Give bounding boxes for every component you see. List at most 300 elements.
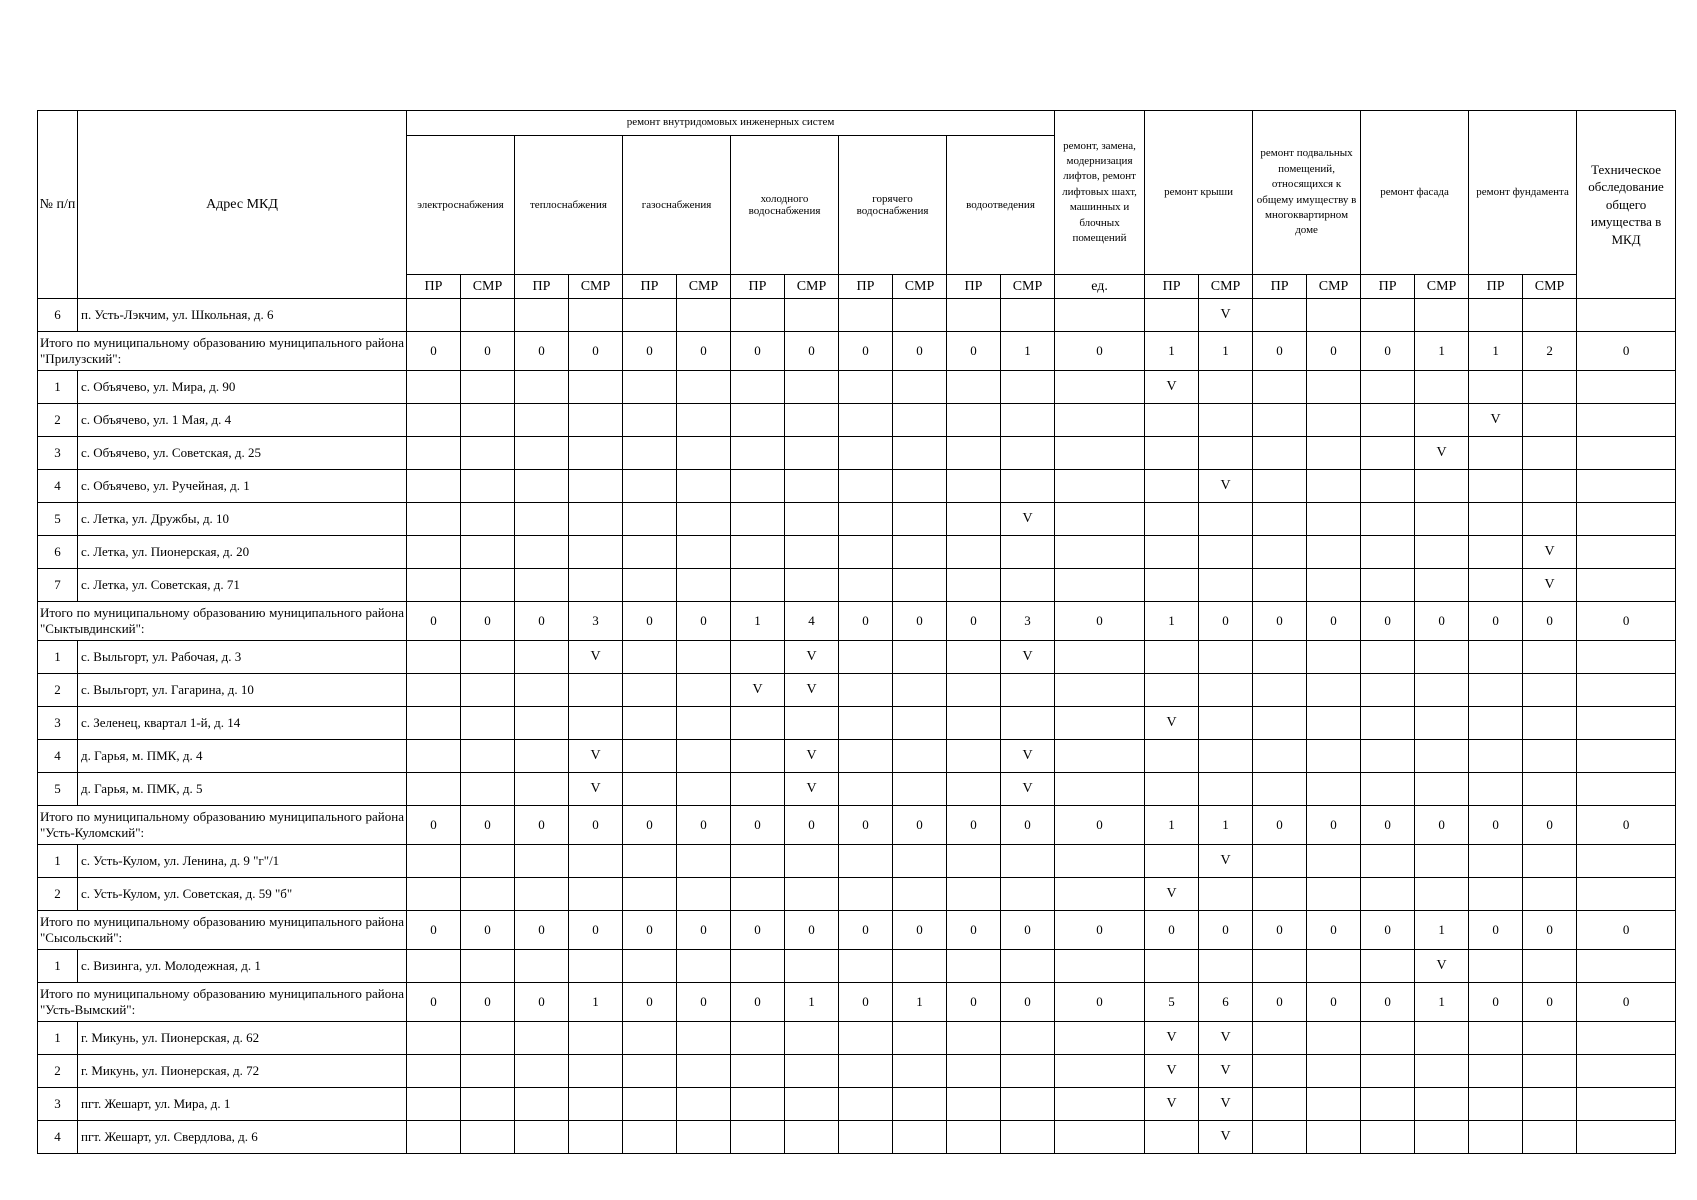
empty-cell — [461, 503, 515, 536]
empty-cell — [569, 878, 623, 911]
empty-cell — [1577, 1088, 1676, 1121]
empty-cell — [515, 1022, 569, 1055]
empty-cell — [893, 1088, 947, 1121]
empty-cell — [569, 1088, 623, 1121]
total-value: 0 — [461, 911, 515, 950]
empty-cell — [1361, 536, 1415, 569]
total-value: 4 — [785, 602, 839, 641]
empty-cell — [731, 1121, 785, 1154]
empty-cell — [1361, 845, 1415, 878]
table-body — [38, 299, 1676, 1154]
table-row — [38, 641, 1676, 674]
header-sub-pr: ПР — [947, 275, 1001, 299]
check-mark: V — [1199, 299, 1253, 332]
empty-cell — [1145, 503, 1199, 536]
empty-cell — [1415, 569, 1469, 602]
total-value: 0 — [1001, 911, 1055, 950]
empty-cell — [461, 878, 515, 911]
empty-cell — [1361, 1088, 1415, 1121]
empty-cell — [1577, 740, 1676, 773]
empty-cell — [1469, 503, 1523, 536]
empty-cell — [623, 437, 677, 470]
empty-cell — [785, 1055, 839, 1088]
empty-cell — [1001, 371, 1055, 404]
empty-cell — [1469, 470, 1523, 503]
empty-cell — [461, 773, 515, 806]
total-value: 0 — [623, 332, 677, 371]
empty-cell — [1253, 1055, 1307, 1088]
empty-cell — [839, 641, 893, 674]
empty-cell — [1055, 707, 1145, 740]
empty-cell — [461, 1121, 515, 1154]
empty-cell — [407, 371, 461, 404]
empty-cell — [839, 503, 893, 536]
empty-cell — [1001, 1121, 1055, 1154]
empty-cell — [1145, 641, 1199, 674]
total-value: 0 — [731, 332, 785, 371]
address-cell: с. Объячево, ул. Ручейная, д. 1 — [78, 470, 407, 503]
check-mark: V — [1199, 845, 1253, 878]
empty-cell — [731, 503, 785, 536]
empty-cell — [461, 707, 515, 740]
empty-cell — [407, 740, 461, 773]
header-roof: ремонт крыши — [1145, 111, 1253, 275]
empty-cell — [1253, 845, 1307, 878]
empty-cell — [1523, 878, 1577, 911]
row-number: 4 — [38, 1121, 78, 1154]
empty-cell — [1415, 470, 1469, 503]
empty-cell — [839, 1121, 893, 1154]
empty-cell — [461, 569, 515, 602]
empty-cell — [1469, 299, 1523, 332]
empty-cell — [839, 950, 893, 983]
empty-cell — [407, 299, 461, 332]
empty-cell — [785, 1022, 839, 1055]
empty-cell — [1307, 371, 1361, 404]
empty-cell — [1415, 1022, 1469, 1055]
table-row — [38, 740, 1676, 773]
header-system: водоотведения — [947, 136, 1055, 275]
empty-cell — [461, 536, 515, 569]
empty-cell — [461, 674, 515, 707]
address-cell: пгт. Жешарт, ул. Мира, д. 1 — [78, 1088, 407, 1121]
total-value: 0 — [839, 983, 893, 1022]
empty-cell — [623, 503, 677, 536]
empty-cell — [515, 569, 569, 602]
check-mark: V — [1415, 437, 1469, 470]
table-row — [38, 1088, 1676, 1121]
table-row — [38, 878, 1676, 911]
empty-cell — [1523, 1088, 1577, 1121]
empty-cell — [839, 569, 893, 602]
empty-cell — [893, 299, 947, 332]
total-value: 1 — [1145, 806, 1199, 845]
empty-cell — [1523, 641, 1577, 674]
empty-cell — [893, 878, 947, 911]
empty-cell — [839, 1022, 893, 1055]
empty-cell — [1577, 536, 1676, 569]
empty-cell — [461, 371, 515, 404]
total-value: 0 — [407, 332, 461, 371]
total-value: 1 — [1199, 806, 1253, 845]
empty-cell — [1307, 1088, 1361, 1121]
empty-cell — [515, 437, 569, 470]
empty-cell — [1523, 503, 1577, 536]
empty-cell — [515, 674, 569, 707]
empty-cell — [785, 371, 839, 404]
header-system: холодного водоснабжения — [731, 136, 839, 275]
total-value: 0 — [407, 602, 461, 641]
empty-cell — [1001, 707, 1055, 740]
total-value: 0 — [1361, 806, 1415, 845]
empty-cell — [1577, 569, 1676, 602]
empty-cell — [677, 641, 731, 674]
row-number: 3 — [38, 437, 78, 470]
address-cell: пгт. Жешарт, ул. Свердлова, д. 6 — [78, 1121, 407, 1154]
empty-cell — [461, 299, 515, 332]
total-value: 1 — [1145, 332, 1199, 371]
empty-cell — [1415, 878, 1469, 911]
total-value: 0 — [1577, 332, 1676, 371]
empty-cell — [1199, 773, 1253, 806]
empty-cell — [461, 1022, 515, 1055]
empty-cell — [893, 371, 947, 404]
empty-cell — [1145, 470, 1199, 503]
empty-cell — [1199, 536, 1253, 569]
total-value: 0 — [731, 806, 785, 845]
empty-cell — [839, 740, 893, 773]
empty-cell — [461, 740, 515, 773]
empty-cell — [623, 1121, 677, 1154]
empty-cell — [947, 1055, 1001, 1088]
empty-cell — [569, 404, 623, 437]
empty-cell — [1199, 569, 1253, 602]
check-mark: V — [785, 641, 839, 674]
empty-cell — [407, 470, 461, 503]
check-mark: V — [1001, 641, 1055, 674]
total-value: 0 — [461, 983, 515, 1022]
total-value: 0 — [1253, 602, 1307, 641]
empty-cell — [1307, 470, 1361, 503]
address-cell: г. Микунь, ул. Пионерская, д. 72 — [78, 1055, 407, 1088]
total-value: 0 — [515, 332, 569, 371]
empty-cell — [1307, 503, 1361, 536]
empty-cell — [1469, 1121, 1523, 1154]
header-sub-smr: СМР — [461, 275, 515, 299]
empty-cell — [785, 1121, 839, 1154]
empty-cell — [515, 740, 569, 773]
header-sub-pr: ПР — [407, 275, 461, 299]
empty-cell — [515, 878, 569, 911]
row-number: 1 — [38, 641, 78, 674]
empty-cell — [893, 773, 947, 806]
empty-cell — [623, 740, 677, 773]
empty-cell — [1199, 878, 1253, 911]
empty-cell — [1307, 773, 1361, 806]
empty-cell — [1199, 674, 1253, 707]
row-number: 2 — [38, 1055, 78, 1088]
empty-cell — [1415, 404, 1469, 437]
empty-cell — [1253, 674, 1307, 707]
empty-cell — [893, 950, 947, 983]
empty-cell — [1415, 674, 1469, 707]
empty-cell — [1055, 878, 1145, 911]
total-value: 0 — [947, 911, 1001, 950]
table-row — [38, 470, 1676, 503]
empty-cell — [1523, 950, 1577, 983]
empty-cell — [1307, 740, 1361, 773]
row-number: 1 — [38, 845, 78, 878]
header-system: электроснабжения — [407, 136, 515, 275]
row-number: 1 — [38, 371, 78, 404]
empty-cell — [1253, 1121, 1307, 1154]
header-address: Адрес МКД — [78, 111, 407, 299]
empty-cell — [1055, 404, 1145, 437]
total-value: 1 — [1199, 332, 1253, 371]
empty-cell — [1307, 1121, 1361, 1154]
empty-cell — [515, 536, 569, 569]
check-mark: V — [569, 740, 623, 773]
empty-cell — [461, 845, 515, 878]
check-mark: V — [1199, 470, 1253, 503]
row-number: 2 — [38, 878, 78, 911]
address-cell: с. Летка, ул. Пионерская, д. 20 — [78, 536, 407, 569]
empty-cell — [1577, 371, 1676, 404]
empty-cell — [893, 503, 947, 536]
empty-cell — [1253, 878, 1307, 911]
empty-cell — [623, 1022, 677, 1055]
total-value: 0 — [1253, 332, 1307, 371]
total-value: 0 — [677, 332, 731, 371]
total-value: 3 — [1001, 602, 1055, 641]
total-value: 1 — [1469, 332, 1523, 371]
empty-cell — [1055, 569, 1145, 602]
empty-cell — [1307, 878, 1361, 911]
empty-cell — [407, 1088, 461, 1121]
header-facade: ремонт фасада — [1361, 111, 1469, 275]
empty-cell — [1055, 740, 1145, 773]
total-value: 0 — [839, 602, 893, 641]
total-value: 0 — [1055, 911, 1145, 950]
header-system: теплоснабжения — [515, 136, 623, 275]
empty-cell — [1577, 503, 1676, 536]
total-value: 0 — [1523, 806, 1577, 845]
empty-cell — [1361, 674, 1415, 707]
check-mark: V — [1001, 740, 1055, 773]
empty-cell — [839, 773, 893, 806]
total-value: 0 — [947, 332, 1001, 371]
empty-cell — [407, 845, 461, 878]
total-value: 0 — [1577, 602, 1676, 641]
table-row — [38, 503, 1676, 536]
total-value: 0 — [1307, 911, 1361, 950]
table-row — [38, 437, 1676, 470]
empty-cell — [947, 707, 1001, 740]
empty-cell — [623, 1055, 677, 1088]
check-mark: V — [731, 674, 785, 707]
empty-cell — [1055, 470, 1145, 503]
empty-cell — [569, 503, 623, 536]
empty-cell — [677, 878, 731, 911]
empty-cell — [1361, 878, 1415, 911]
total-value: 2 — [1523, 332, 1577, 371]
row-number: 5 — [38, 503, 78, 536]
empty-cell — [947, 740, 1001, 773]
empty-cell — [1577, 950, 1676, 983]
row-number: 2 — [38, 674, 78, 707]
empty-cell — [1055, 773, 1145, 806]
empty-cell — [1469, 569, 1523, 602]
empty-cell — [893, 674, 947, 707]
empty-cell — [1307, 950, 1361, 983]
empty-cell — [1055, 299, 1145, 332]
empty-cell — [515, 503, 569, 536]
empty-cell — [515, 371, 569, 404]
total-value: 0 — [947, 806, 1001, 845]
check-mark: V — [569, 773, 623, 806]
address-cell: с. Усть-Кулом, ул. Советская, д. 59 "б" — [78, 878, 407, 911]
check-mark: V — [1001, 773, 1055, 806]
empty-cell — [1055, 950, 1145, 983]
total-value: 0 — [515, 806, 569, 845]
header-sub-pr: ПР — [1361, 275, 1415, 299]
empty-cell — [1145, 299, 1199, 332]
empty-cell — [1145, 536, 1199, 569]
empty-cell — [1361, 707, 1415, 740]
empty-cell — [785, 1088, 839, 1121]
empty-cell — [1145, 437, 1199, 470]
total-value: 0 — [1001, 806, 1055, 845]
empty-cell — [1523, 674, 1577, 707]
empty-cell — [1253, 1088, 1307, 1121]
total-value: 0 — [515, 983, 569, 1022]
address-cell: с. Объячево, ул. Советская, д. 25 — [78, 437, 407, 470]
empty-cell — [1253, 950, 1307, 983]
empty-cell — [1145, 740, 1199, 773]
header-sub-pr: ПР — [839, 275, 893, 299]
address-cell: с. Объячево, ул. 1 Мая, д. 4 — [78, 404, 407, 437]
empty-cell — [1253, 569, 1307, 602]
empty-cell — [407, 569, 461, 602]
empty-cell — [569, 1121, 623, 1154]
total-value: 0 — [1307, 806, 1361, 845]
table-row — [38, 371, 1676, 404]
empty-cell — [677, 950, 731, 983]
total-value: 1 — [785, 983, 839, 1022]
empty-cell — [1361, 437, 1415, 470]
empty-cell — [1253, 437, 1307, 470]
empty-cell — [947, 437, 1001, 470]
empty-cell — [1307, 1055, 1361, 1088]
empty-cell — [461, 1088, 515, 1121]
total-value: 0 — [785, 911, 839, 950]
empty-cell — [1469, 1022, 1523, 1055]
total-value: 0 — [1361, 602, 1415, 641]
address-cell: п. Усть-Лэкчим, ул. Школьная, д. 6 — [78, 299, 407, 332]
empty-cell — [677, 1088, 731, 1121]
header-engineering-group: ремонт внутридомовых инженерных систем — [407, 111, 1055, 136]
empty-cell — [1523, 1055, 1577, 1088]
table-row — [38, 1121, 1676, 1154]
empty-cell — [1523, 437, 1577, 470]
address-cell: д. Гарья, м. ПМК, д. 4 — [78, 740, 407, 773]
total-value: 1 — [893, 983, 947, 1022]
empty-cell — [623, 707, 677, 740]
empty-cell — [407, 1055, 461, 1088]
table-row — [38, 674, 1676, 707]
row-number: 1 — [38, 1022, 78, 1055]
empty-cell — [1055, 1055, 1145, 1088]
empty-cell — [947, 371, 1001, 404]
empty-cell — [1361, 470, 1415, 503]
header-system: газоснабжения — [623, 136, 731, 275]
row-number: 3 — [38, 1088, 78, 1121]
total-value: 1 — [1001, 332, 1055, 371]
row-number: 2 — [38, 404, 78, 437]
empty-cell — [839, 299, 893, 332]
empty-cell — [623, 950, 677, 983]
empty-cell — [731, 845, 785, 878]
header-sub-pr: ПР — [1469, 275, 1523, 299]
header-basement: ремонт подвальных помещений, относящихся к общему имуществу в многоквартирном доме — [1253, 111, 1361, 275]
empty-cell — [623, 470, 677, 503]
total-row — [38, 602, 1676, 641]
empty-cell — [1307, 641, 1361, 674]
empty-cell — [623, 641, 677, 674]
header-lift: ремонт, замена, модернизация лифтов, ремонт лифтовых шахт, машинных и блочных помещений — [1055, 111, 1145, 275]
empty-cell — [839, 674, 893, 707]
total-row — [38, 983, 1676, 1022]
empty-cell — [623, 1088, 677, 1121]
empty-cell — [839, 437, 893, 470]
empty-cell — [1253, 740, 1307, 773]
empty-cell — [515, 773, 569, 806]
total-value: 0 — [1469, 911, 1523, 950]
total-value: 0 — [1361, 332, 1415, 371]
empty-cell — [677, 845, 731, 878]
total-value: 0 — [515, 911, 569, 950]
empty-cell — [731, 437, 785, 470]
table-row — [38, 845, 1676, 878]
check-mark: V — [785, 773, 839, 806]
total-value: 0 — [515, 602, 569, 641]
empty-cell — [1253, 707, 1307, 740]
empty-cell — [1055, 845, 1145, 878]
empty-cell — [785, 878, 839, 911]
empty-cell — [569, 371, 623, 404]
total-value: 1 — [1145, 602, 1199, 641]
empty-cell — [677, 371, 731, 404]
check-mark: V — [1145, 1022, 1199, 1055]
empty-cell — [623, 773, 677, 806]
empty-cell — [407, 641, 461, 674]
empty-cell — [569, 1055, 623, 1088]
table-row — [38, 773, 1676, 806]
empty-cell — [947, 773, 1001, 806]
total-label: Итого по муниципальному образованию муниципального района "Прилузский": — [38, 332, 407, 371]
header-sub-smr: СМР — [1001, 275, 1055, 299]
empty-cell — [893, 536, 947, 569]
empty-cell — [515, 1121, 569, 1154]
total-value: 0 — [1577, 983, 1676, 1022]
header-foundation: ремонт фундамента — [1469, 111, 1577, 275]
empty-cell — [515, 470, 569, 503]
empty-cell — [1361, 740, 1415, 773]
table-row — [38, 536, 1676, 569]
empty-cell — [1307, 1022, 1361, 1055]
empty-cell — [1523, 773, 1577, 806]
empty-cell — [1577, 470, 1676, 503]
